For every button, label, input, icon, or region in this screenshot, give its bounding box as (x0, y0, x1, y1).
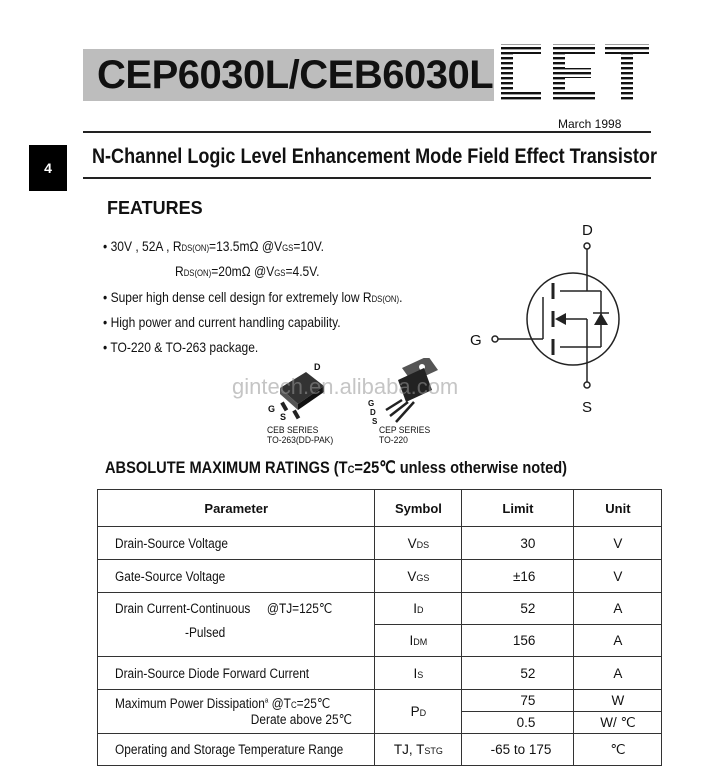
unit-cell: V (574, 560, 662, 593)
cep-series-label: CEP SERIES TO-220 (379, 425, 431, 446)
symbol-cell: IDM (375, 625, 462, 657)
column-header-unit: Unit (574, 490, 662, 527)
watermark: gintech.en.alibaba.com (232, 374, 459, 399)
param-cell: Operating and Storage Temperature Range (98, 734, 375, 766)
param-cell: Drain Current-Continuous @TJ=125℃ -Pulsed (98, 593, 375, 657)
table-row (98, 527, 662, 560)
symbol-cell: VDS (375, 527, 462, 560)
column-header-parameter: Parameter (98, 490, 375, 527)
limit-cell: 0.5 (462, 712, 574, 734)
ratings-heading: ABSOLUTE MAXIMUM RATINGS (TC=25℃ unless otherwise noted) (105, 458, 568, 477)
param-cell: Drain-Source Voltage (98, 527, 375, 560)
symbol-cell: TJ, TSTG (375, 734, 462, 766)
symbol-cell: PD (375, 690, 462, 734)
symbol-cell: IS (375, 657, 462, 690)
limit-cell: 52 (462, 593, 574, 625)
unit-cell: A (574, 657, 662, 690)
feature-bullet-1-line2: RDS(ON)=20mΩ @VGS=4.5V. (175, 263, 320, 279)
feature-bullet-4: • TO-220 & TO-263 package. (103, 339, 259, 355)
cep-pin-s: S (372, 417, 378, 426)
table-row (98, 657, 662, 690)
unit-cell: A (574, 593, 662, 625)
feature-bullet-3: • High power and current handling capability. (103, 314, 341, 330)
symbol-cell: VGS (375, 560, 462, 593)
param-cell: Gate-Source Voltage (98, 560, 375, 593)
issue-date: March 1998 (558, 117, 622, 131)
unit-cell: A (574, 625, 662, 657)
mosfet-schematic (460, 215, 635, 420)
device-subtitle: N-Channel Logic Level Enhancement Mode Field Effect Transistor (92, 145, 657, 168)
ceb-pin-d: D (314, 362, 321, 372)
cep-pin-g: G (368, 399, 375, 408)
source-label: S (582, 399, 593, 416)
feature-bullet-1: • 30V , 52A , RDS(ON)=13.5mΩ @VGS=10V. (103, 238, 325, 254)
table-row (98, 734, 662, 766)
cep-pin-d: D (370, 408, 376, 417)
column-header-limit: Limit (462, 490, 574, 527)
ceb-series-label: CEB SERIES TO-263(DD-PAK) (267, 425, 334, 446)
limit-cell: 156 (462, 625, 574, 657)
unit-cell: W (574, 690, 662, 712)
limit-cell: 52 (462, 657, 574, 690)
ceb-pin-s: S (280, 412, 287, 422)
drain-label: D (582, 222, 593, 239)
column-header-symbol: Symbol (375, 490, 462, 527)
cet-logo (497, 42, 653, 104)
table-row (98, 560, 662, 593)
limit-cell: 75 (462, 690, 574, 712)
logo-text: CET (497, 42, 499, 43)
feature-bullet-2: • Super high dense cell design for extremely low RDS(ON). (103, 289, 403, 305)
limit-cell: -65 to 175 (462, 734, 574, 766)
gate-label: G (470, 332, 482, 349)
param-cell: Maximum Power Dissipation$^a$ @TC=25℃ Derate above 25℃ (98, 690, 375, 734)
ceb-pin-g: G (268, 404, 276, 414)
divider (83, 131, 651, 133)
symbol-cell: ID (375, 593, 462, 625)
unit-cell: V (574, 527, 662, 560)
limit-cell: ±16 (462, 560, 574, 593)
ratings-table (97, 489, 662, 766)
unit-cell: ℃ (574, 734, 662, 766)
table-header-row (98, 490, 662, 527)
part-number-title: CEP6030L/CEB6030L (97, 53, 494, 97)
table-row (98, 593, 662, 625)
divider (83, 177, 651, 179)
unit-cell: W/ ℃ (574, 712, 662, 734)
page-number: 4 (44, 160, 52, 176)
limit-cell: 30 (462, 527, 574, 560)
features-heading: FEATURES (107, 198, 203, 218)
param-cell: Drain-Source Diode Forward Current (98, 657, 375, 690)
table-row (98, 690, 662, 712)
page-number-tab (29, 145, 67, 191)
